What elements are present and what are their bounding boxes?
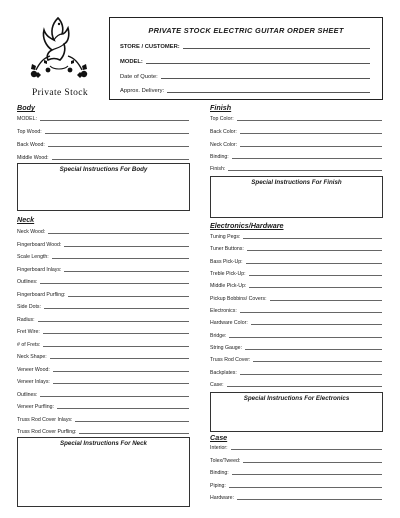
electronics-field[interactable] xyxy=(210,268,382,277)
field-label: Side Dots: xyxy=(17,304,41,310)
neck-field[interactable] xyxy=(17,401,189,410)
finish-field[interactable] xyxy=(210,113,382,122)
finish-field[interactable] xyxy=(210,139,382,148)
date-of-quote-field[interactable] xyxy=(120,70,370,80)
instructions-title: Special Instructions For Finish xyxy=(251,179,342,186)
case-section-title: Case xyxy=(210,433,228,442)
field-label: Scale Length: xyxy=(17,254,49,260)
body-field[interactable] xyxy=(17,126,189,135)
order-header-box xyxy=(109,17,383,100)
field-label: Date of Quote: xyxy=(120,74,158,80)
approx-delivery-field[interactable] xyxy=(120,84,370,94)
finish-field[interactable] xyxy=(210,163,382,172)
electronics-field[interactable] xyxy=(210,305,382,314)
field-label: Middle Wood: xyxy=(17,155,49,161)
field-label: Finish: xyxy=(210,166,226,172)
electronics-section-title: Electronics/Hardware xyxy=(210,221,284,230)
field-label: Outlines: xyxy=(17,391,38,398)
electronics-field[interactable] xyxy=(210,367,382,376)
neck-field[interactable] xyxy=(17,351,189,360)
field-label: Pickup Bobbins/ Covers: xyxy=(210,295,267,302)
field-label: Bass Pick-Up: xyxy=(210,258,243,265)
field-label: Neck Shape: xyxy=(17,354,47,360)
electronics-field[interactable] xyxy=(210,317,382,326)
field-label: Neck Color: xyxy=(210,142,238,148)
field-label: Back Color: xyxy=(210,129,237,135)
neck-field[interactable] xyxy=(17,301,189,310)
electronics-field[interactable] xyxy=(210,280,382,289)
electronics-field[interactable] xyxy=(210,293,382,302)
case-field[interactable] xyxy=(210,455,382,464)
body-field[interactable] xyxy=(17,139,189,148)
case-field[interactable] xyxy=(210,442,382,451)
field-label: Approx. Delivery: xyxy=(120,88,165,94)
field-label: Hardware Color: xyxy=(210,320,248,327)
neck-field[interactable] xyxy=(17,276,189,285)
field-label: Veneer Wood: xyxy=(17,366,50,373)
store-customer-field[interactable] xyxy=(120,40,370,50)
field-label: STORE / CUSTOMER: xyxy=(120,44,180,50)
field-label: Outlines: xyxy=(17,279,38,285)
field-label: Binding: xyxy=(210,470,229,476)
neck-field[interactable] xyxy=(17,314,189,323)
field-label: Fingerboard Wood: xyxy=(17,241,62,248)
neck-instructions-box[interactable] xyxy=(17,437,190,507)
neck-field[interactable] xyxy=(17,376,189,385)
field-label: Bridge: xyxy=(210,332,227,339)
field-label: Tolex/Tweed: xyxy=(210,457,241,464)
electronics-field[interactable] xyxy=(210,330,382,339)
field-label: Electronics: xyxy=(210,308,237,314)
field-label: Case: xyxy=(210,382,224,388)
field-label: Top Color: xyxy=(210,116,234,122)
neck-field[interactable] xyxy=(17,364,189,373)
field-label: Fingerboard Purfling: xyxy=(17,291,66,298)
field-label: # of Frets: xyxy=(17,341,41,348)
instructions-title: Special Instructions For Electronics xyxy=(243,395,350,402)
field-label: Backplates: xyxy=(210,369,237,376)
field-label: Top Wood: xyxy=(17,129,42,135)
eagle-icon xyxy=(14,14,104,88)
neck-section-title: Neck xyxy=(17,215,35,224)
field-label: MODEL: xyxy=(17,116,37,122)
neck-field[interactable] xyxy=(17,289,189,298)
case-field[interactable] xyxy=(210,467,382,476)
body-field[interactable] xyxy=(17,113,189,122)
field-label: Tuner Buttons: xyxy=(210,246,244,253)
field-label: Truss Rod Cover Inlays: xyxy=(17,416,73,423)
brand-name: Private Stock xyxy=(31,88,89,98)
field-label: Hardware: xyxy=(210,495,234,501)
case-field[interactable] xyxy=(210,492,382,501)
finish-section-title: Finish xyxy=(210,103,232,112)
electronics-field[interactable] xyxy=(210,256,382,265)
neck-field[interactable] xyxy=(17,426,189,435)
field-label: Middle Pick-Up: xyxy=(210,283,247,290)
finish-instructions-box[interactable] xyxy=(210,176,383,218)
model-field[interactable] xyxy=(120,55,370,65)
neck-field[interactable] xyxy=(17,326,189,335)
neck-field[interactable] xyxy=(17,264,189,273)
instructions-title: Special Instructions For Neck xyxy=(60,440,147,447)
field-label: String Gauge: xyxy=(210,345,243,351)
field-label: Veneer Inlays: xyxy=(17,379,50,385)
electronics-field[interactable] xyxy=(210,379,382,388)
instructions-title: Special Instructions For Body xyxy=(59,166,148,173)
finish-field[interactable] xyxy=(210,151,382,160)
field-label: Binding: xyxy=(210,154,229,160)
finish-field[interactable] xyxy=(210,126,382,135)
electronics-field[interactable] xyxy=(210,231,382,240)
field-label: Truss Rod Cover: xyxy=(210,357,251,364)
neck-field[interactable] xyxy=(17,251,189,260)
field-label: Piping: xyxy=(210,482,226,489)
field-label: Interior: xyxy=(210,445,228,451)
order-sheet-title: PRIVATE STOCK ELECTRIC GUITAR ORDER SHEET xyxy=(148,26,344,35)
electronics-field[interactable] xyxy=(210,342,382,351)
neck-field[interactable] xyxy=(17,414,189,423)
field-label: Tuning Pegs: xyxy=(210,234,241,240)
neck-field[interactable] xyxy=(17,226,189,235)
electronics-field[interactable] xyxy=(210,243,382,252)
field-label: Fingerboard Inlays: xyxy=(17,266,62,273)
field-label: Neck Wood: xyxy=(17,229,46,235)
body-section-title: Body xyxy=(17,103,35,112)
field-label: Fret Wire: xyxy=(17,329,40,335)
field-label: Truss Rod Cover Purfling: xyxy=(17,429,77,435)
neck-field[interactable] xyxy=(17,239,189,248)
electronics-instructions-box[interactable] xyxy=(210,392,383,432)
field-label: MODEL: xyxy=(120,59,143,65)
electronics-field[interactable] xyxy=(210,354,382,363)
field-label: Back Wood: xyxy=(17,142,45,148)
field-label: Treble Pick-Up: xyxy=(210,271,246,277)
neck-field[interactable] xyxy=(17,339,189,348)
field-label: Veneer Purfling: xyxy=(17,404,54,410)
field-label: Radius: xyxy=(17,316,35,323)
body-field[interactable] xyxy=(17,152,189,161)
neck-field[interactable] xyxy=(17,389,189,398)
body-instructions-box[interactable] xyxy=(17,163,190,211)
case-field[interactable] xyxy=(210,480,382,489)
private-stock-logo xyxy=(14,14,104,100)
